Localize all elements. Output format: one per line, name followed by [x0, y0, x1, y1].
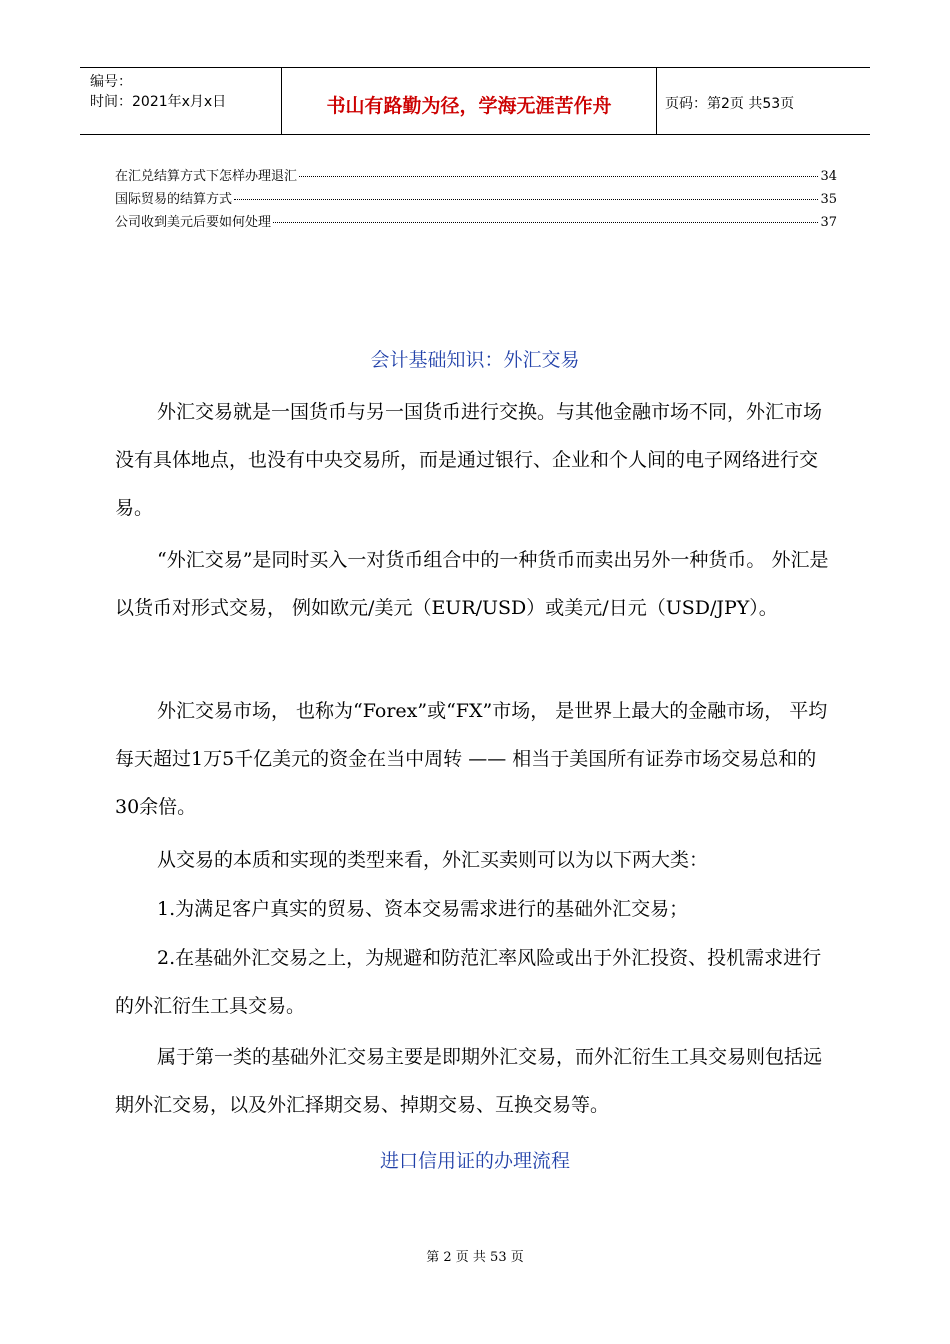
- toc-entry[interactable]: [115, 165, 837, 188]
- toc-leader: [234, 199, 818, 200]
- paragraph: 从交易的本质和实现的类型来看，外汇买卖则可以为以下两大类：: [157, 849, 709, 871]
- toc-page-number: 35: [820, 192, 837, 207]
- toc-leader: [273, 222, 818, 223]
- paragraph: 属于第一类的基础外汇交易主要是即期外汇交易，而外汇衍生工具交易则包括远期外汇交易，以及外汇择期交易、掉期交易、互换交易等。: [115, 1046, 823, 1116]
- header-motto: 书山有路勤为径，学海无涯苦作舟: [282, 68, 657, 134]
- header-page-info: 页码：第2页 共53页: [665, 96, 795, 112]
- toc-page-number: 37: [820, 215, 837, 230]
- toc-title: 国际贸易的结算方式: [115, 192, 233, 207]
- section-heading: 会计基础知识：外汇交易: [370, 349, 580, 371]
- number-label: 编号：: [90, 74, 132, 90]
- page-footer: 第 2 页 共 53 页: [426, 1250, 524, 1265]
- toc-entry[interactable]: [115, 211, 837, 234]
- table-of-contents: [115, 165, 837, 234]
- time-label: 时间：2021年x月x日: [90, 94, 227, 110]
- paragraph: 外汇交易就是一国货币与另一国货币进行交换。与其他金融市场不同，外汇市场没有具体地点，也没有中央交易所，而是通过银行、企业和个人间的电子网络进行交易。: [115, 401, 823, 519]
- header-info-cell: [80, 68, 282, 134]
- toc-title: 公司收到美元后要如何处理: [115, 215, 272, 230]
- paragraph: 1.为满足客户真实的贸易、资本交易需求进行的基础外汇交易；: [157, 898, 689, 920]
- toc-title: 在汇兑结算方式下怎样办理退汇: [115, 169, 298, 184]
- page-header: [80, 67, 870, 135]
- paragraph: 外汇交易市场， 也称为“Forex”或“FX”市场， 是世界上最大的金融市场， 平均每天超过1万5千亿美元的资金在当中周转 —— 相当于美国所有证券市场交易总和的30余倍。: [115, 700, 828, 818]
- toc-page-number: 34: [820, 169, 837, 184]
- toc-entry[interactable]: [115, 188, 837, 211]
- paragraph: “外汇交易”是同时买入一对货币组合中的一种货币而卖出另外一种货币。 外汇是以货币对形式交易， 例如欧元/美元（EUR/USD）或美元/日元（USD/JPY）。: [115, 549, 829, 619]
- toc-leader: [299, 176, 818, 177]
- paragraph: 2.在基础外汇交易之上，为规避和防范汇率风险或出于外汇投资、投机需求进行的外汇衍生工具交易。: [115, 947, 822, 1017]
- section-heading: 进口信用证的办理流程: [379, 1150, 570, 1172]
